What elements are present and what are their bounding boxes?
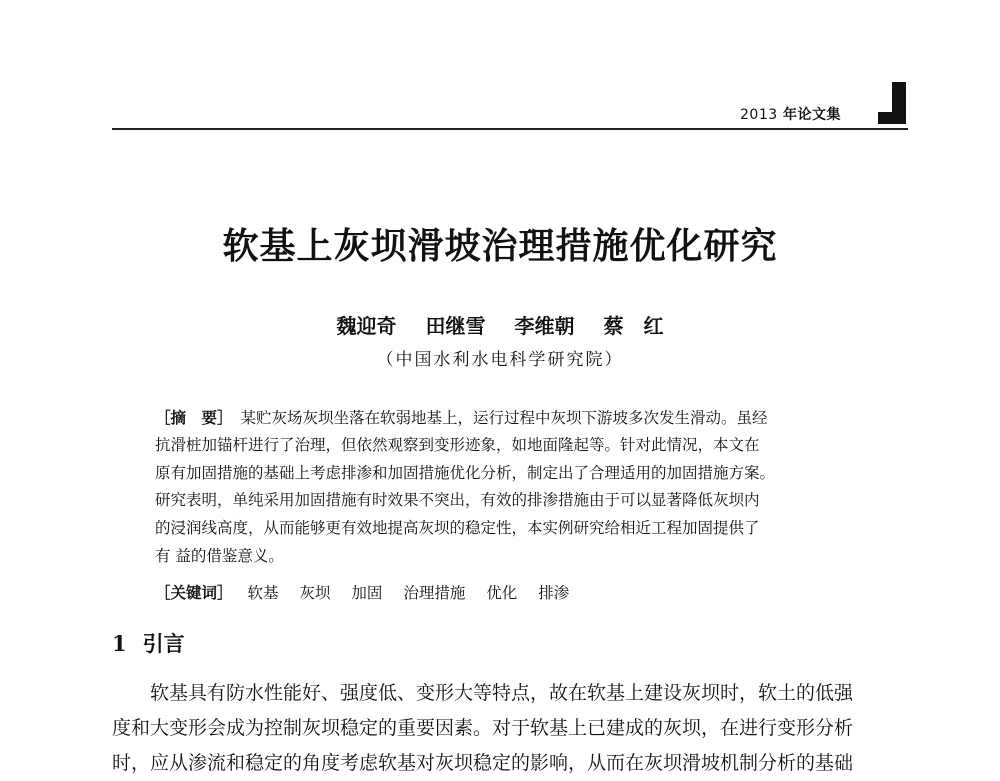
abstract-line: 原有加固措施的基础上考虑排渗和加固措施优化分析，制定出了合理适用的加固措施方案。: [155, 463, 776, 482]
paper-title: 软基上灰坝滑坡治理措施优化研究: [222, 225, 778, 267]
abstract-line: [155, 404, 875, 432]
abstract: [155, 404, 875, 571]
keyword: 加固: [351, 584, 383, 602]
body-line: 时，应从渗流和稳定的角度考虑软基对灰坝稳定的影响，从而在灰坝滑坡机制分析的基础: [112, 752, 854, 774]
keywords-label: ［关键词］: [155, 583, 233, 602]
abstract-line: 的浸润线高度，从而能够更有效地提高灰坝的稳定性，本实例研究给相近工程加固提供了: [155, 519, 760, 538]
body-paragraph: [112, 676, 912, 781]
keywords: [155, 581, 875, 603]
author-name: 魏迎奇: [336, 314, 397, 338]
abstract-label: ［摘 要］: [155, 408, 233, 427]
author-name: 田继雪: [425, 314, 486, 338]
section-title: 引言: [142, 631, 185, 656]
keyword: 灰坝: [299, 584, 331, 602]
header-rule: [112, 128, 908, 130]
section-number: 1: [112, 631, 127, 656]
header-marker-tab: [892, 82, 906, 124]
body-line: 软基具有防水性能好、强度低、变形大等特点，故在软基上建设灰坝时，软土的低强: [150, 682, 854, 704]
abstract-line: 有 益的借鉴意义。: [155, 546, 284, 565]
header-collection: 年论文集: [783, 107, 842, 123]
keyword: 软基: [247, 584, 279, 602]
abstract-text: 某贮灰场灰坝坐落在软弱地基上，运行过程中灰坝下游坡多次发生滑动。虽经: [240, 409, 768, 427]
author-list: [0, 310, 1000, 339]
body-line: 度和大变形会成为控制灰坝稳定的重要因素。对于软基上已建成的灰坝，在进行变形分析: [112, 717, 854, 739]
author-name: 蔡 红: [603, 314, 664, 338]
keyword: 优化: [486, 584, 518, 602]
author-name: 李维朝: [514, 314, 575, 338]
abstract-line: 研究表明，单纯采用加固措施有时效果不突出，有效的排渗措施由于可以显著降低灰坝内: [155, 491, 760, 510]
keyword: 治理措施: [403, 584, 466, 602]
keyword: 排渗: [538, 584, 570, 602]
affiliation: （中国水利水电科学研究院）: [376, 350, 624, 370]
abstract-line: 抗滑桩加锚杆进行了治理，但依然观察到变形迹象，如地面隆起等。针对此情况，本文在: [155, 435, 760, 454]
section-heading: [112, 628, 185, 658]
header-year: 2013: [740, 107, 778, 123]
